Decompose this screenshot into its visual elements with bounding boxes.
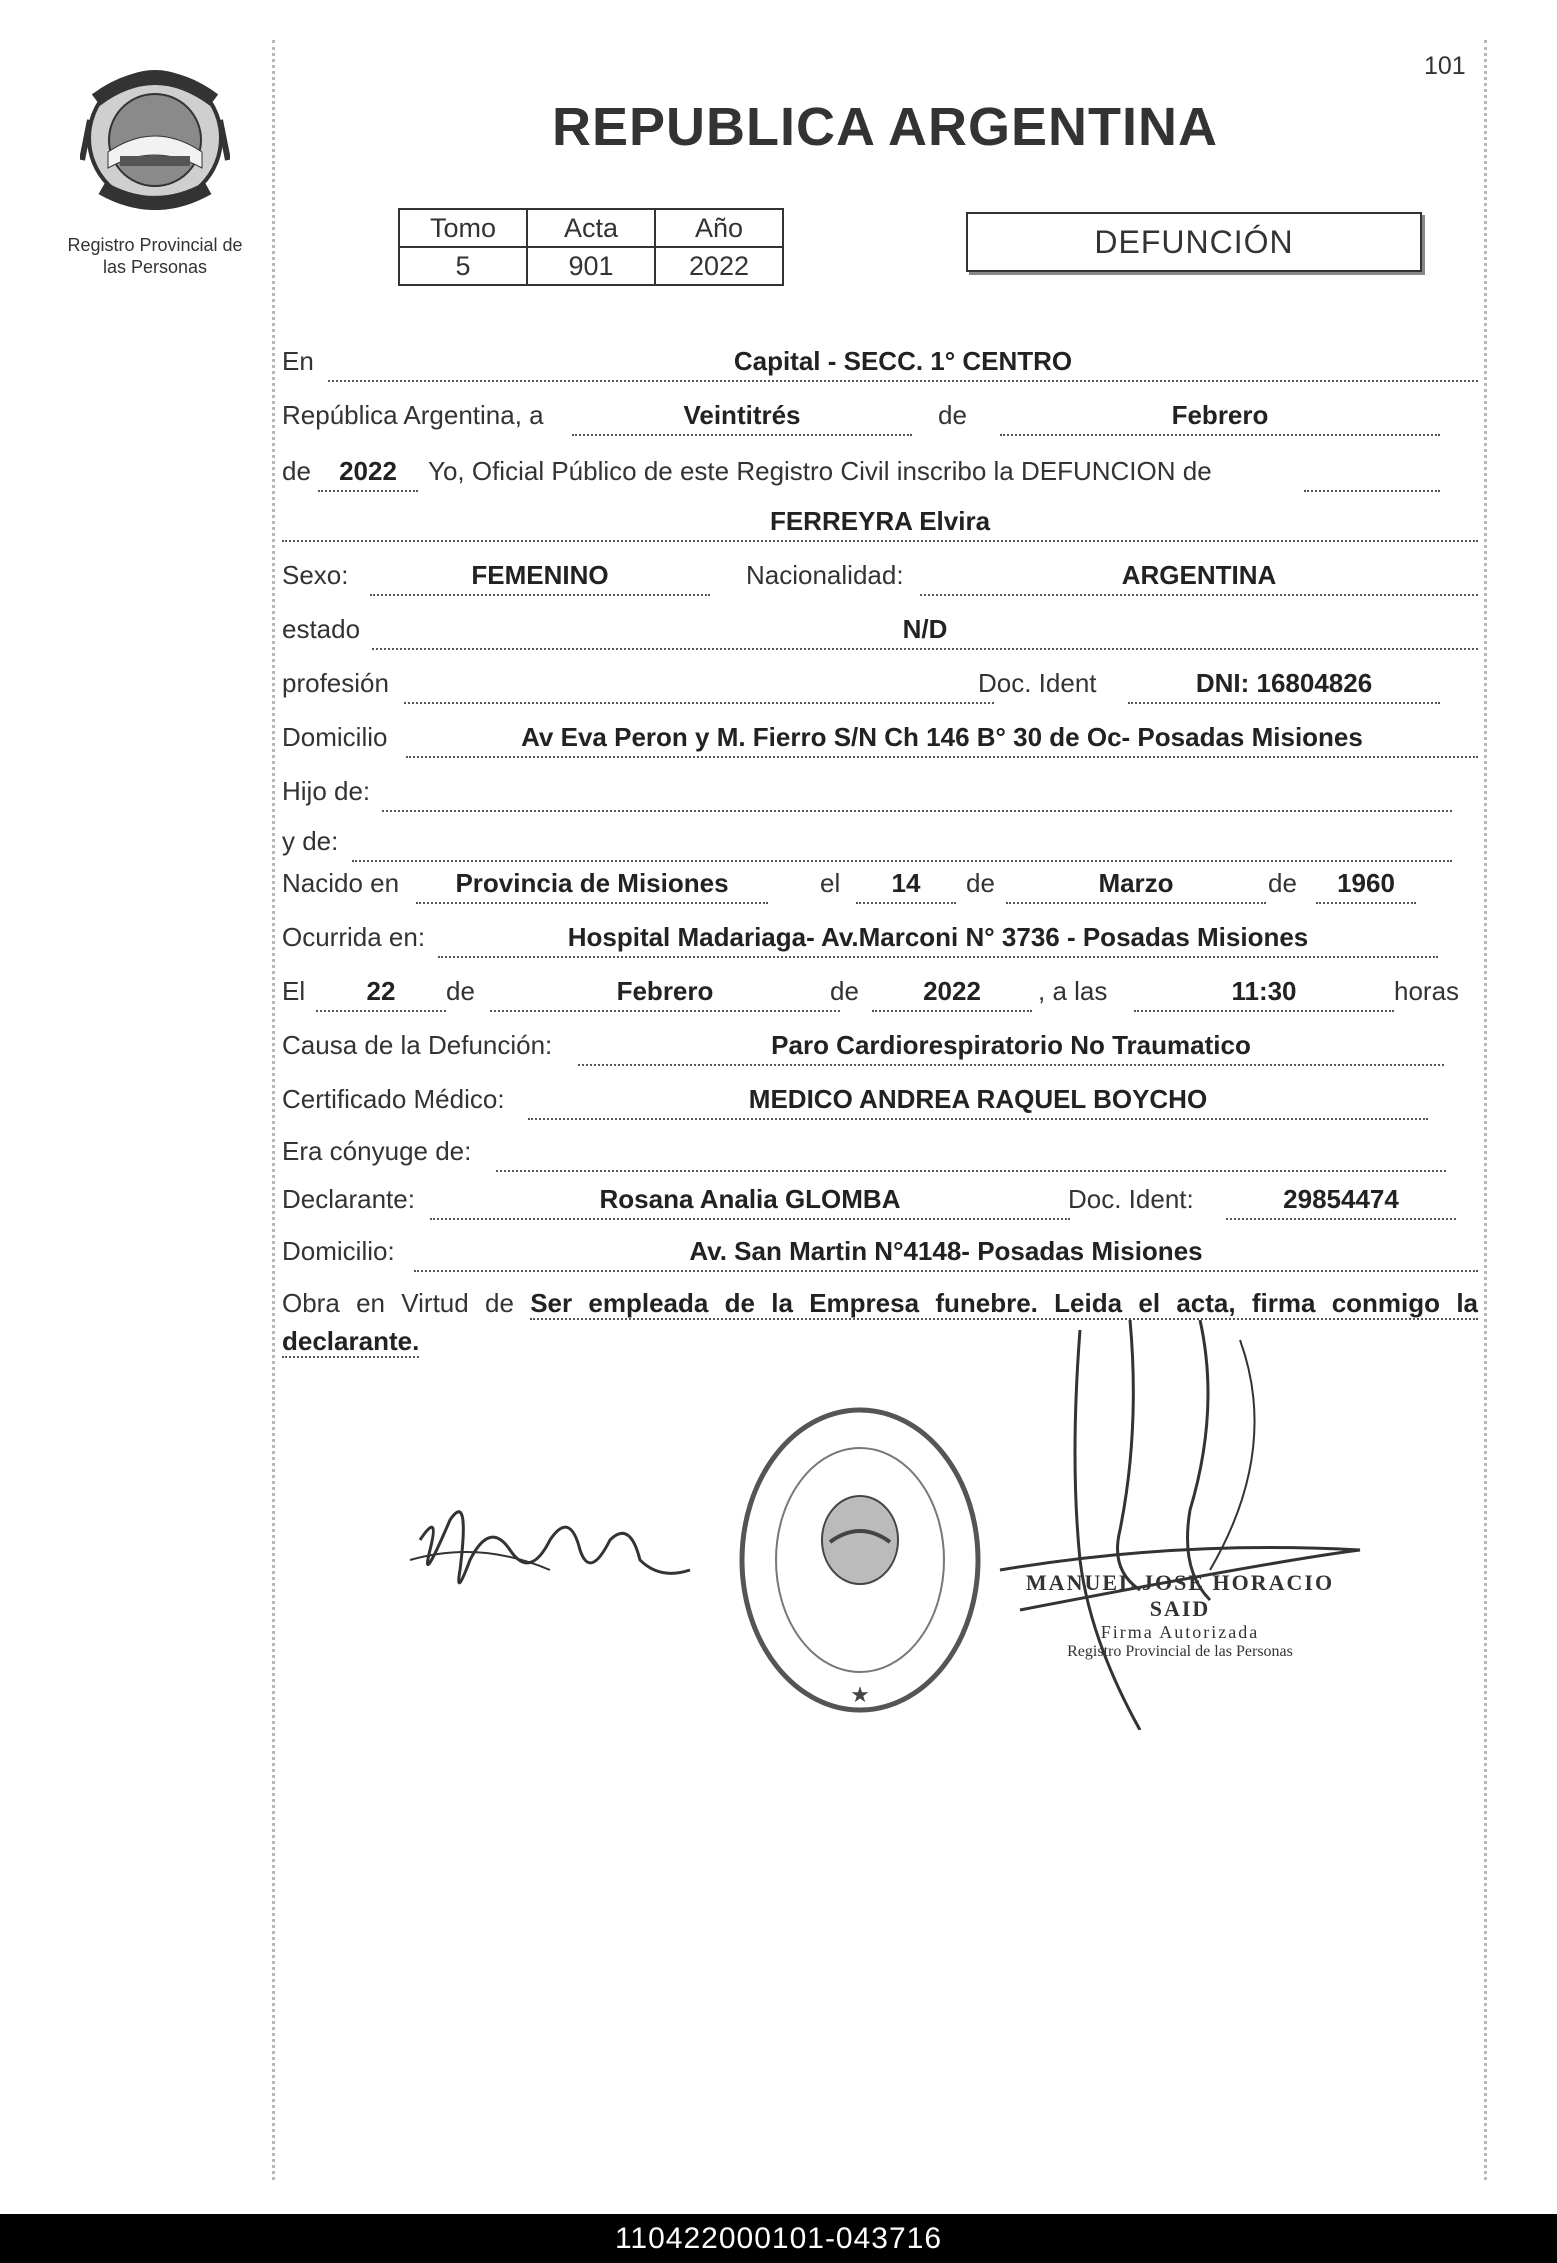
nacionalidad-label: Nacionalidad: bbox=[746, 560, 904, 590]
ocurrida-label: Ocurrida en: bbox=[282, 922, 426, 952]
el-label: el bbox=[820, 868, 841, 898]
row-conyuge bbox=[282, 1136, 1478, 1176]
doc-ident-2-value: 29854474 bbox=[1226, 1184, 1456, 1220]
en-label: En bbox=[282, 346, 314, 376]
row-domicilio bbox=[282, 722, 1478, 762]
row-en bbox=[282, 346, 1478, 386]
hijo-de-label: Hijo de: bbox=[282, 776, 371, 806]
a-las-label: , a las bbox=[1038, 976, 1108, 1006]
row-causa bbox=[282, 1030, 1478, 1070]
acta-table-header-row bbox=[399, 209, 783, 247]
svg-text:★: ★ bbox=[850, 1682, 870, 1707]
page-number: 101 bbox=[1424, 52, 1466, 80]
muerte-hora-value: 11:30 bbox=[1134, 976, 1394, 1012]
nacionalidad-value: ARGENTINA bbox=[920, 560, 1478, 596]
acta-value-tomo: 5 bbox=[399, 247, 527, 285]
acta-header-tomo: Tomo bbox=[399, 209, 527, 247]
estado-label: estado bbox=[282, 614, 361, 644]
domicilio-label: Domicilio bbox=[282, 722, 388, 752]
row-certificado bbox=[282, 1084, 1478, 1124]
row-hijo-de bbox=[282, 776, 1478, 816]
ocurrida-value: Hospital Madariaga- Av.Marconi N° 3736 - Posadas Misiones bbox=[438, 922, 1438, 958]
row-republica bbox=[282, 400, 1478, 440]
doc-ident-2-label: Doc. Ident: bbox=[1068, 1184, 1194, 1214]
acta-table-value-row bbox=[399, 247, 783, 285]
nacido-label: Nacido en bbox=[282, 868, 400, 898]
nacido-anio-value: 1960 bbox=[1316, 868, 1416, 904]
official-role: Firma Autorizada bbox=[1100, 1622, 1260, 1642]
official-signature bbox=[880, 1310, 1400, 1730]
doc-ident-label: Doc. Ident bbox=[978, 668, 1097, 698]
certificado-label: Certificado Médico: bbox=[282, 1084, 505, 1114]
horas-label: horas bbox=[1394, 976, 1460, 1006]
document-type-box: DEFUNCIÓN bbox=[966, 212, 1422, 272]
row-nacido bbox=[282, 868, 1478, 908]
footer-barcode-number: 110422000101-043716 bbox=[0, 2214, 1557, 2263]
de-label-3: de bbox=[966, 868, 995, 898]
row-ocurrida bbox=[282, 922, 1478, 962]
row-declarante bbox=[282, 1184, 1478, 1224]
deceased-name-value: FERREYRA Elvira bbox=[282, 506, 1478, 542]
row-estado bbox=[282, 614, 1478, 654]
acta-table bbox=[398, 208, 784, 286]
row-fecha-defuncion bbox=[282, 976, 1478, 1016]
hijo-de-dots bbox=[382, 776, 1452, 812]
provincia-misiones-logo bbox=[80, 60, 230, 210]
declarante-label: Declarante: bbox=[282, 1184, 415, 1214]
y-de-dots bbox=[352, 826, 1452, 862]
de-label-2: de bbox=[282, 456, 311, 486]
sexo-value: FEMENINO bbox=[370, 560, 710, 596]
official-name: MANUEL JOSE HORACIO SAID bbox=[1025, 1570, 1335, 1621]
row-sexo bbox=[282, 560, 1478, 600]
row-y-de bbox=[282, 826, 1478, 866]
de-label-5: de bbox=[446, 976, 475, 1006]
causa-value: Paro Cardiorespiratorio No Traumatico bbox=[578, 1030, 1444, 1066]
row-domicilio-2 bbox=[282, 1236, 1478, 1276]
official-org: Registro Provincial de las Personas bbox=[1067, 1643, 1293, 1660]
de-label-4: de bbox=[1268, 868, 1297, 898]
conyuge-dots bbox=[496, 1136, 1446, 1172]
registry-name-line1: Registro Provincial de bbox=[67, 235, 243, 255]
profesion-label: profesión bbox=[282, 668, 389, 698]
nacido-lugar-value: Provincia de Misiones bbox=[416, 868, 768, 904]
row-year-inscribo bbox=[282, 456, 1478, 496]
declarante-signature bbox=[400, 1480, 700, 1620]
year-value: 2022 bbox=[318, 456, 418, 492]
acta-header-acta: Acta bbox=[527, 209, 655, 247]
republica-label: República Argentina, a bbox=[282, 400, 544, 430]
causa-label: Causa de la Defunción: bbox=[282, 1030, 553, 1060]
declarante-value: Rosana Analia GLOMBA bbox=[430, 1184, 1070, 1220]
inscribo-dots bbox=[1304, 456, 1440, 492]
right-margin-line bbox=[1484, 40, 1487, 2180]
sexo-label: Sexo: bbox=[282, 560, 349, 590]
registry-name bbox=[40, 234, 270, 278]
obra-label: Obra en Virtud de bbox=[282, 1288, 514, 1318]
nacido-mes-value: Marzo bbox=[1006, 868, 1266, 904]
muerte-anio-value: 2022 bbox=[872, 976, 1032, 1012]
acta-value-acta: 901 bbox=[527, 247, 655, 285]
muerte-mes-value: Febrero bbox=[490, 976, 840, 1012]
el-label-2: El bbox=[282, 976, 306, 1006]
acta-header-anio: Año bbox=[655, 209, 783, 247]
domicilio-2-label: Domicilio: bbox=[282, 1236, 395, 1266]
month-words-value: Febrero bbox=[1000, 400, 1440, 436]
domicilio-2-value: Av. San Martin N°4148- Posadas Misiones bbox=[414, 1236, 1478, 1272]
estado-value: N/D bbox=[372, 614, 1478, 650]
row-deceased-name bbox=[282, 506, 1478, 546]
row-profesion bbox=[282, 668, 1478, 708]
acta-value-anio: 2022 bbox=[655, 247, 783, 285]
doc-ident-value: DNI: 16804826 bbox=[1128, 668, 1440, 704]
de-label-6: de bbox=[830, 976, 859, 1006]
obra-value: Ser empleada de la Empresa funebre. Leida el acta, firma conmigo la declarante. bbox=[282, 1288, 1479, 1356]
page-title: REPUBLICA ARGENTINA bbox=[552, 97, 1218, 157]
profesion-dots bbox=[404, 668, 994, 704]
nacido-dia-value: 14 bbox=[856, 868, 956, 904]
conyuge-label: Era cónyuge de: bbox=[282, 1136, 472, 1166]
day-words-value: Veintitrés bbox=[572, 400, 912, 436]
de-label-1: de bbox=[938, 400, 967, 430]
registry-name-line2: las Personas bbox=[102, 257, 208, 277]
en-value: Capital - SECC. 1° CENTRO bbox=[328, 346, 1478, 382]
y-de-label: y de: bbox=[282, 826, 339, 856]
domicilio-value: Av Eva Peron y M. Fierro S/N Ch 146 B° 30 de Oc- Posadas Misiones bbox=[406, 722, 1478, 758]
inscribo-text: Yo, Oficial Público de este Registro Civil inscribo la DEFUNCION de bbox=[428, 456, 1212, 486]
muerte-dia-value: 22 bbox=[316, 976, 446, 1012]
left-margin-line bbox=[272, 40, 275, 2180]
certificado-value: MEDICO ANDREA RAQUEL BOYCHO bbox=[528, 1084, 1428, 1120]
